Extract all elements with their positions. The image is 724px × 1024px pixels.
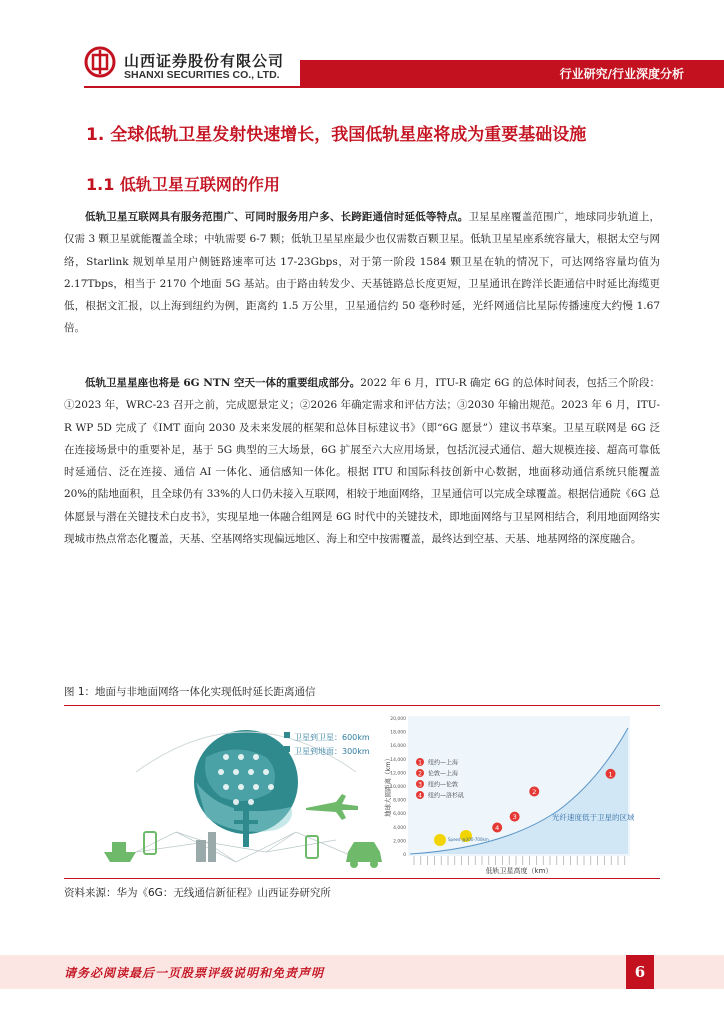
legend-marker-number: 4 — [418, 792, 422, 800]
footer-disclaimer[interactable]: 请务必阅读最后一页股票评级说明和免责声明 — [64, 966, 325, 980]
data-point-label: 1 — [608, 770, 613, 779]
y-tick-label: 0 — [403, 853, 406, 858]
building-icon — [196, 832, 216, 862]
y-tick-label: 4,000 — [393, 825, 406, 831]
paragraph-2 — [64, 372, 660, 550]
airplane-icon — [306, 794, 358, 820]
figure-top-rule — [64, 705, 660, 706]
header-band — [300, 60, 724, 86]
report-type: 行业研究/行业深度分析 — [559, 67, 684, 81]
data-point-label: 3 — [512, 813, 517, 822]
car-icon — [346, 842, 382, 868]
y-tick-label: 6,000 — [393, 812, 406, 818]
company-logo — [84, 46, 116, 78]
speed-marker-1 — [434, 834, 446, 846]
y-tick-label: 18,000 — [390, 730, 406, 736]
legend-label: 纽约—伦敦 — [428, 781, 459, 789]
section-title: 1. 全球低轨卫星发射快速增长，我国低轨星座将成为重要基础设施 — [86, 125, 587, 145]
y-tick-label: 2,000 — [393, 839, 406, 845]
phone-icon-2 — [306, 836, 318, 858]
paragraph-2-lead: 低轨卫星星座也将是 6G NTN 空天一体的重要组成部分。 — [85, 377, 361, 389]
company-name-cn: 山西证券股份有限公司 — [124, 52, 285, 70]
y-tick-label: 16,000 — [390, 744, 406, 750]
ground-network-mesh — [116, 832, 366, 862]
ship-icon — [104, 842, 136, 862]
label-sat-to-ground: 卫星到地面：300km — [294, 747, 370, 756]
y-tick-label: 12,000 — [390, 771, 406, 777]
figure-source: 资料来源：华为《6G：无线通信新征程》山西证券研究所 — [64, 887, 331, 899]
latency-chart — [384, 710, 634, 878]
legend-label: 纽约—洛杉矶 — [428, 792, 465, 800]
header-divider — [84, 86, 724, 88]
legend-label: 伦敦—上海 — [428, 770, 459, 778]
paragraph-1 — [64, 206, 660, 340]
speed-note: Speed @300-700km — [448, 837, 489, 842]
company-name-en: SHANXI SECURITIES CO., LTD. — [124, 69, 280, 81]
label-sat-to-sat: 卫星到卫星：600km — [294, 733, 370, 742]
legend-label: 纽约—上海 — [428, 759, 459, 767]
y-tick-label: 10,000 — [390, 785, 406, 790]
paragraph-2-body: 2022 年 6 月，ITU-R 确定 6G 的总体时间表，包括三个阶段：①2023 年，WRC-23 召开之前，完成愿景定义；②2026 年确定需求和评估方法；③2030 年输出规范。2023 年 6 月，ITU-R WP 5D 完成了《IMT 面向 2030 及未来发展的框架和总体目标建议书》（即“6G 愿景”）建议书草案。卫星互联网是 6G 泛在连接场景中的重要补足，基于 5G 典型的三大场景，6G 扩展至六大应用场景，包括沉浸式通信、超大规模连接、超高可靠低时延通信、泛在连接、通信 AI 一体化、通信感知一体化。根据 ITU 和国际科技创新中心数据，地面移动通信系统只能覆盖 20%的陆地面积，且全球仍有 33%的人口仍未接入互联网，相较于地面网络，卫星通信可以完成全球覆盖。根据信通院《6G 总体愿景与潜在关键技术白皮书》，实现星地一体融合组网是 6G 时代中的关键技术，即地面网络与卫星网相结合，利用地面网络实现城市热点常态化覆盖，天基、空基网络实现偏远地区、海上和空中按需覆盖，最终达到空基、天基、地基网络的深度融合。 — [64, 377, 661, 546]
x-axis-ticks — [414, 856, 625, 865]
paragraph-1-body: 卫星星座覆盖范围广，地球同步轨道上，仅需 3 颗卫星就能覆盖全球；中轨需要 6-7 颗；低轨卫星星座最少也仅需数百颗卫星。低轨卫星星座系统容量大，根据太空与网络，Starlink 规划单星用户侧链路速率可达 17-23Gbps，对于第一阶段 1584 颗卫星在轨的情况下，可达网络容量均值为 2.17Tbps，相当于 2170 个地面 5G 基站。由于路由转发少、天基链路总长度更短，卫星通讯在跨洋长距通信中时延比海缆更低，根据文汇报，以上海到纽约为例，距离约 1.5 万公里，卫星通信约 50 毫秒时延，光纤网通信比星际传播速度大约慢 1.67 倍。 — [64, 211, 661, 335]
subsection-title: 1.1 低轨卫星互联网的作用 — [86, 175, 280, 194]
chart-annotation: 光纤速度低于卫星的区域 — [552, 813, 634, 822]
x-axis-label: 低轨卫星高度（km） — [485, 867, 553, 875]
legend-marker-number: 1 — [418, 759, 422, 767]
legend-marker-number: 2 — [418, 770, 422, 778]
legend-marker-number: 3 — [418, 781, 422, 789]
network-diagram — [96, 712, 386, 876]
y-tick-label: 14,000 — [390, 757, 406, 763]
figure-bottom-rule — [64, 878, 660, 879]
y-axis-ticks — [390, 716, 406, 858]
y-tick-label: 20,000 — [390, 717, 406, 722]
page-number: 6 — [626, 955, 654, 989]
data-point-label: 2 — [532, 787, 537, 796]
y-axis-label: 地球大圆距离（km） — [384, 754, 392, 818]
data-point-label: 4 — [495, 823, 500, 832]
y-tick-label: 8,000 — [393, 798, 406, 804]
paragraph-1-lead: 低轨卫星互联网具有服务范围广、可同时服务用户多、长跨距通信时延低等特点。 — [85, 211, 469, 223]
figure-caption: 图 1：地面与非地面网络一体化实现低时延长距离通信 — [64, 686, 316, 698]
